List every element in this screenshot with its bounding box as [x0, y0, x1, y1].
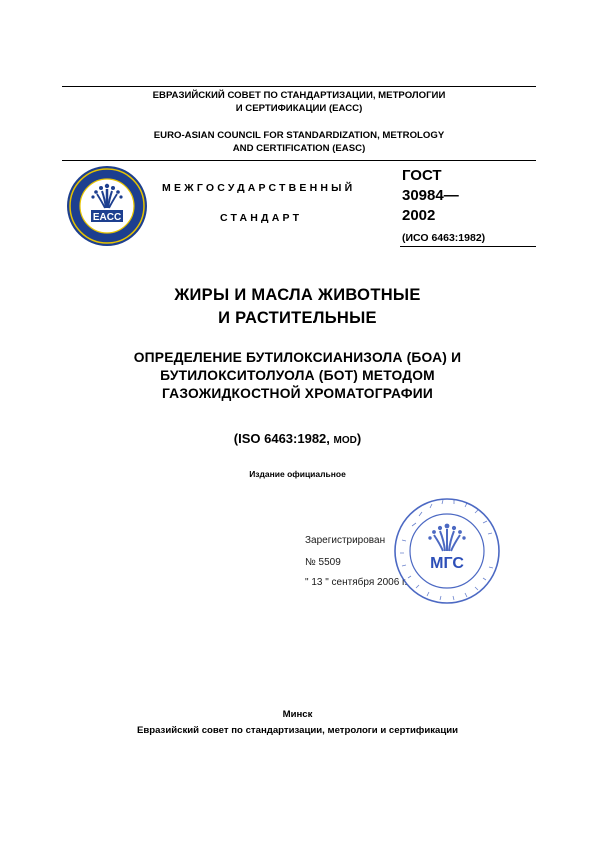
title-line: И РАСТИТЕЛЬНЫЕ [218, 309, 377, 327]
svg-text:EACC: EACC [92, 212, 122, 223]
registration-line1: Зарегистрирован [305, 535, 386, 546]
council-ru-line: И СЕРТИФИКАЦИИ (ЕАСС) [235, 103, 363, 114]
mgs-stamp-icon [392, 496, 502, 606]
gost-label: ГОСТ [402, 167, 442, 184]
standard-type-line1: МЕЖГОСУДАРСТВЕННЫЙ [162, 182, 356, 194]
mgs-stamp [392, 496, 502, 606]
standard-type-line2: СТАНДАРТ [220, 212, 303, 224]
easc-emblem-icon [65, 164, 149, 248]
easc-logo [65, 164, 149, 248]
iso-reference: (ИСО 6463:1982) [402, 232, 486, 244]
council-ru-line: ЕВРАЗИЙСКИЙ СОВЕТ ПО СТАНДАРТИЗАЦИИ, МЕТРОЛОГИИ [152, 90, 446, 101]
gost-number: 30984— [402, 187, 459, 204]
svg-text:МГС: МГС [430, 555, 464, 572]
subtitle-line: ГАЗОЖИДКОСТНОЙ ХРОМАТОГРАФИИ [162, 386, 433, 401]
document-subtitle [0, 349, 595, 403]
document-title [0, 284, 595, 330]
gost-year: 2002 [402, 207, 436, 224]
council-name-ru [62, 89, 536, 115]
subtitle-line: БУТИЛОКСИТОЛУОЛА (БОТ) МЕТОДОМ [160, 368, 435, 383]
footer-city: Минск [282, 709, 313, 720]
middle-rule [62, 160, 536, 161]
registration-line3: " 13 " сентября 2006 г. [305, 577, 408, 588]
footer-publisher: Евразийский совет по стандартизации, метрологи и сертификации [136, 725, 459, 736]
edition-note: Издание официальное [249, 469, 346, 479]
council-en-line: AND CERTIFICATION (EASC) [232, 143, 366, 154]
registration-line2: № 5509 [305, 557, 341, 568]
iso-mod-small: MOD [333, 435, 357, 446]
top-rule [62, 86, 536, 87]
council-en-line: EURO-ASIAN COUNCIL FOR STANDARDIZATION, METROLOGY [153, 130, 445, 141]
iso-mod-close: ) [356, 431, 362, 446]
gost-underline [400, 246, 536, 247]
title-line: ЖИРЫ И МАСЛА ЖИВОТНЫЕ [174, 286, 421, 304]
subtitle-line: ОПРЕДЕЛЕНИЕ БУТИЛОКСИАНИЗОЛА (БОА) И [133, 350, 462, 365]
iso-mod-main: (ISO 6463:1982, [233, 431, 334, 446]
iso-mod-reference [0, 431, 595, 446]
council-name-en [62, 129, 536, 155]
